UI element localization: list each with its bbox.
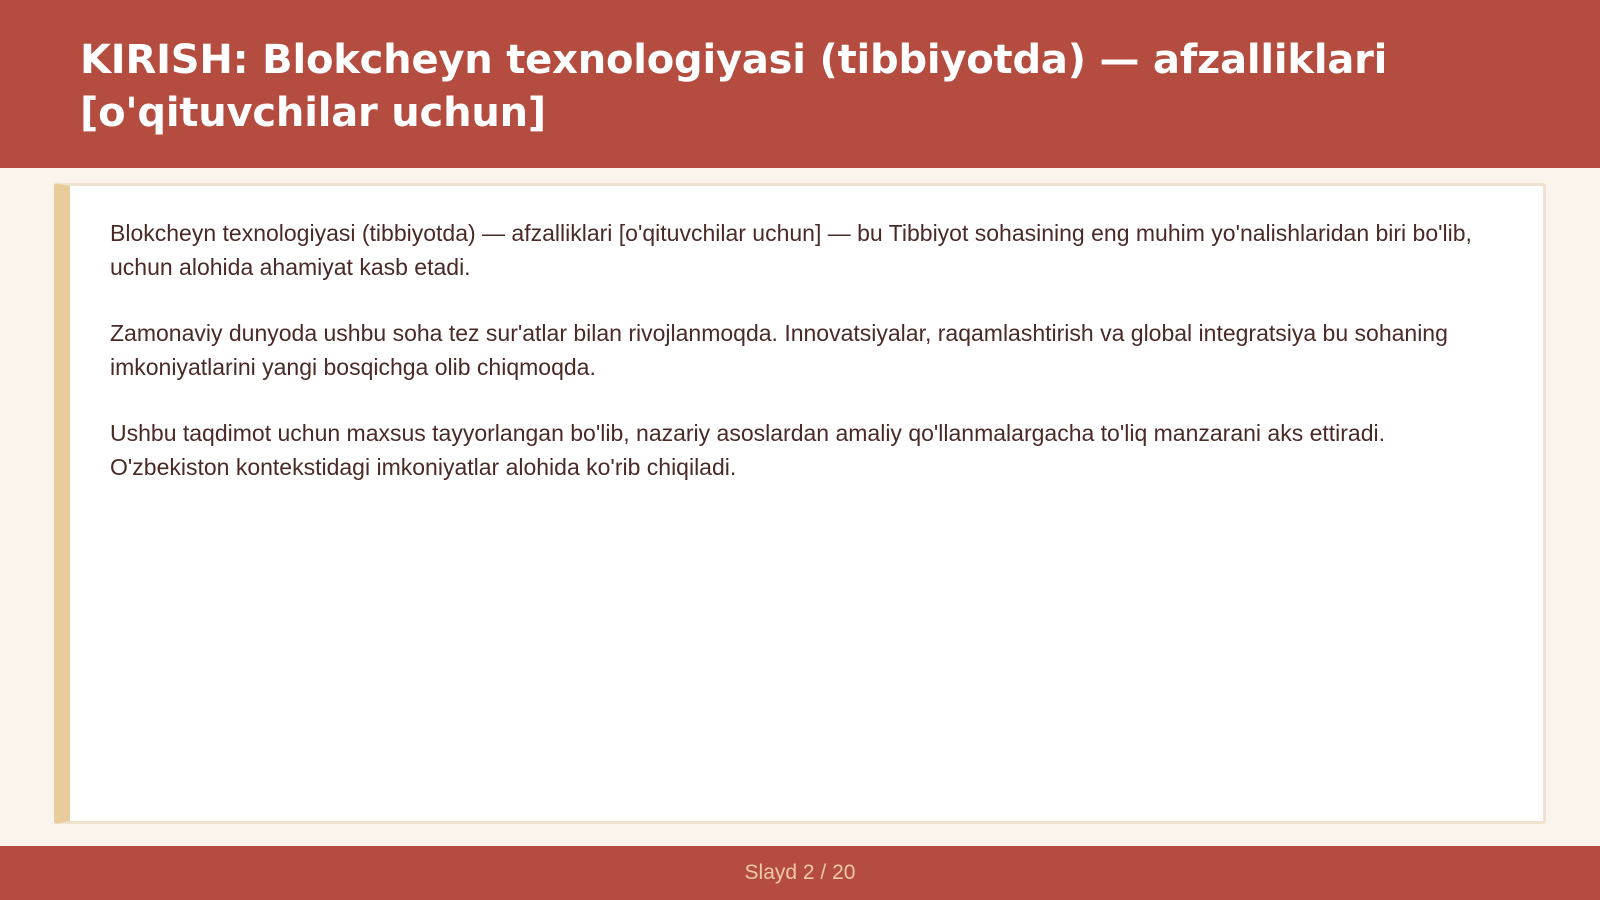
slide-title-line-1: KIRISH: Blokcheyn texnologiyasi (tibbiyotda) — afzalliklari [80, 37, 1388, 83]
intro-paragraph-1: Blokcheyn texnologiyasi (tibbiyotda) — afzalliklari [o'qituvchilar uchun] — bu Tibbiyot sohasining eng muhim yo'nalishlaridan biri bo'lib, uchun alohida ahamiyat kasb etadi. [110, 220, 1472, 280]
intro-paragraph-2: Zamonaviy dunyoda ushbu soha tez sur'atlar bilan rivojlanmoqda. Innovatsiyalar, raqamlashtirish va global integratsiya bu sohaning imkoniyatlarini yangi bosqichga olib chiqmoqda. [110, 320, 1448, 380]
slide-title [80, 34, 1520, 140]
slide-title-line-2: [o'qituvchilar uchun] [80, 90, 546, 136]
slide-header [0, 0, 1600, 168]
slide-number: Slayd 2 / 20 [744, 861, 856, 884]
slide-footer [0, 846, 1600, 900]
content-card [54, 183, 1546, 824]
intro-paragraph-3: Ushbu taqdimot uchun maxsus tayyorlangan bo'lib, nazariy asoslardan amaliy qo'llanmalargacha to'liq manzarani aks ettiradi. O'zbekiston kontekstidagi imkoniyatlar alohida ko'rib chiqiladi. [110, 420, 1386, 480]
